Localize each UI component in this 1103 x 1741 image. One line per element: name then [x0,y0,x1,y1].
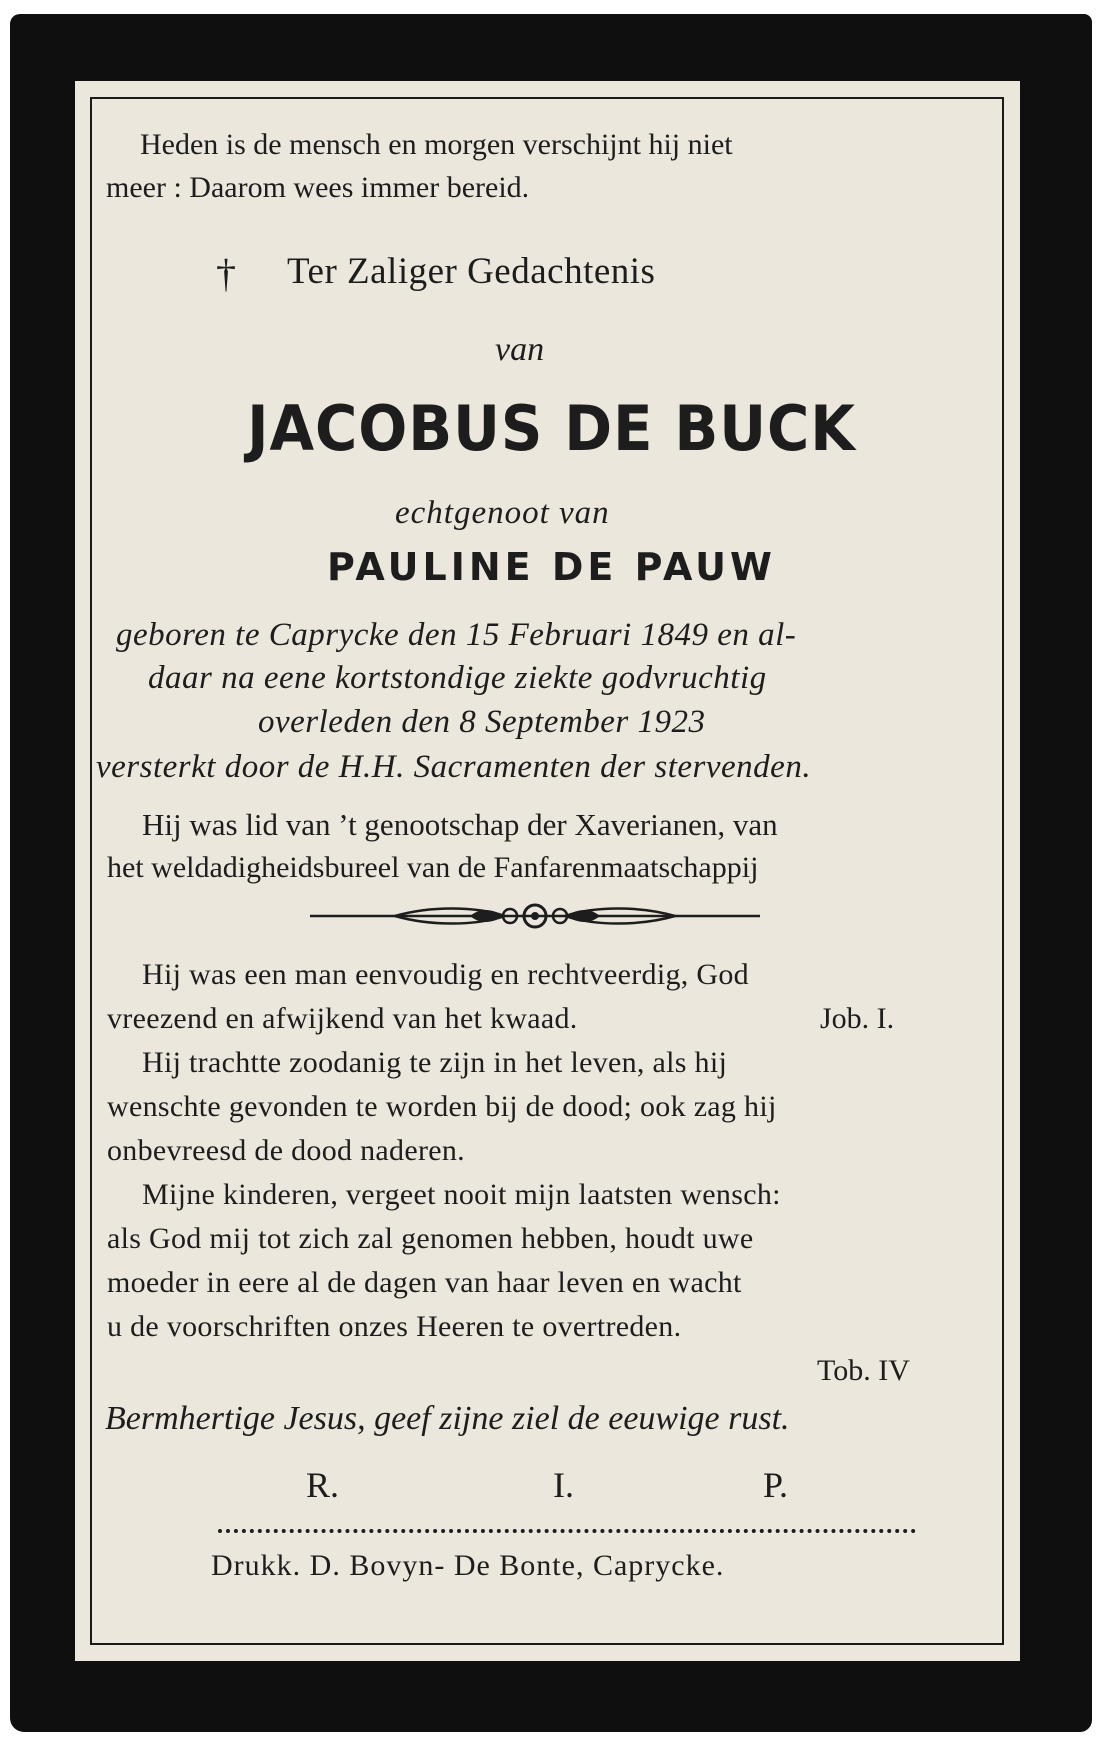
body-line-6: Mijne kinderen, vergeet nooit mijn laatsten wensch: [142,1178,781,1211]
bio-line-3: overleden den 8 September 1923 [258,704,706,740]
rip-r: R. [306,1465,340,1505]
printer-credit: Drukk. D. Bovyn- De Bonte, Caprycke. [211,1549,725,1582]
closing-prayer: Bermhertige Jesus, geef zijne ziel de eeuwige rust. [105,1400,790,1437]
tobit-reference: Tob. IV [817,1354,910,1387]
body-line-4: wenschte gevonden te worden bij de dood; ook zag hij [107,1090,777,1123]
ornament-divider-icon [310,900,760,932]
membership-line-2: het weldadigheidsbureel van de Fanfarenmaatschappij [107,851,759,884]
bio-line-2: daar na eene kortstondige ziekte godvruchtig [148,660,767,696]
job-reference: Job. I. [820,1002,895,1035]
of-label: van [495,331,545,368]
body-line-1: Hij was een man eenvoudig en rechtveerdig, God [142,958,749,991]
bio-line-1: geboren te Caprycke den 15 Februari 1849 en al- [116,617,797,653]
quote-line-2: meer : Daarom wees immer bereid. [106,171,530,204]
body-line-3: Hij trachtte zoodanig te zijn in het leven, als hij [142,1046,728,1079]
spouse-name: PAULINE DE PAUW [327,545,776,589]
bio-line-4: versterkt door de H.H. Sacramenten der stervenden. [96,749,812,785]
body-line-2: vreezend en afwijkend van het kwaad. [107,1002,578,1035]
body-line-9: u de voorschriften onzes Heeren te overtreden. [107,1310,682,1343]
quote-line-1: Heden is de mensch en morgen verschijnt hij niet [140,128,733,161]
spouse-label: echtgenoot van [395,495,610,531]
cross-icon: † [216,251,236,296]
rip-i: I. [553,1465,574,1505]
body-line-7: als God mij tot zich zal genomen hebben, houdt uwe [107,1222,754,1255]
body-line-8: moeder in eere al de dagen van haar leven en wacht [107,1266,742,1299]
dotted-divider [218,1529,916,1533]
rip-p: P. [763,1465,789,1505]
deceased-name: JACOBUS DE BUCK [247,392,856,465]
body-line-5: onbevreesd de dood naderen. [107,1134,465,1167]
membership-line-1: Hij was lid van ’t genootschap der Xaverianen, van [142,807,778,842]
memorial-heading: Ter Zaliger Gedachtenis [287,251,656,292]
